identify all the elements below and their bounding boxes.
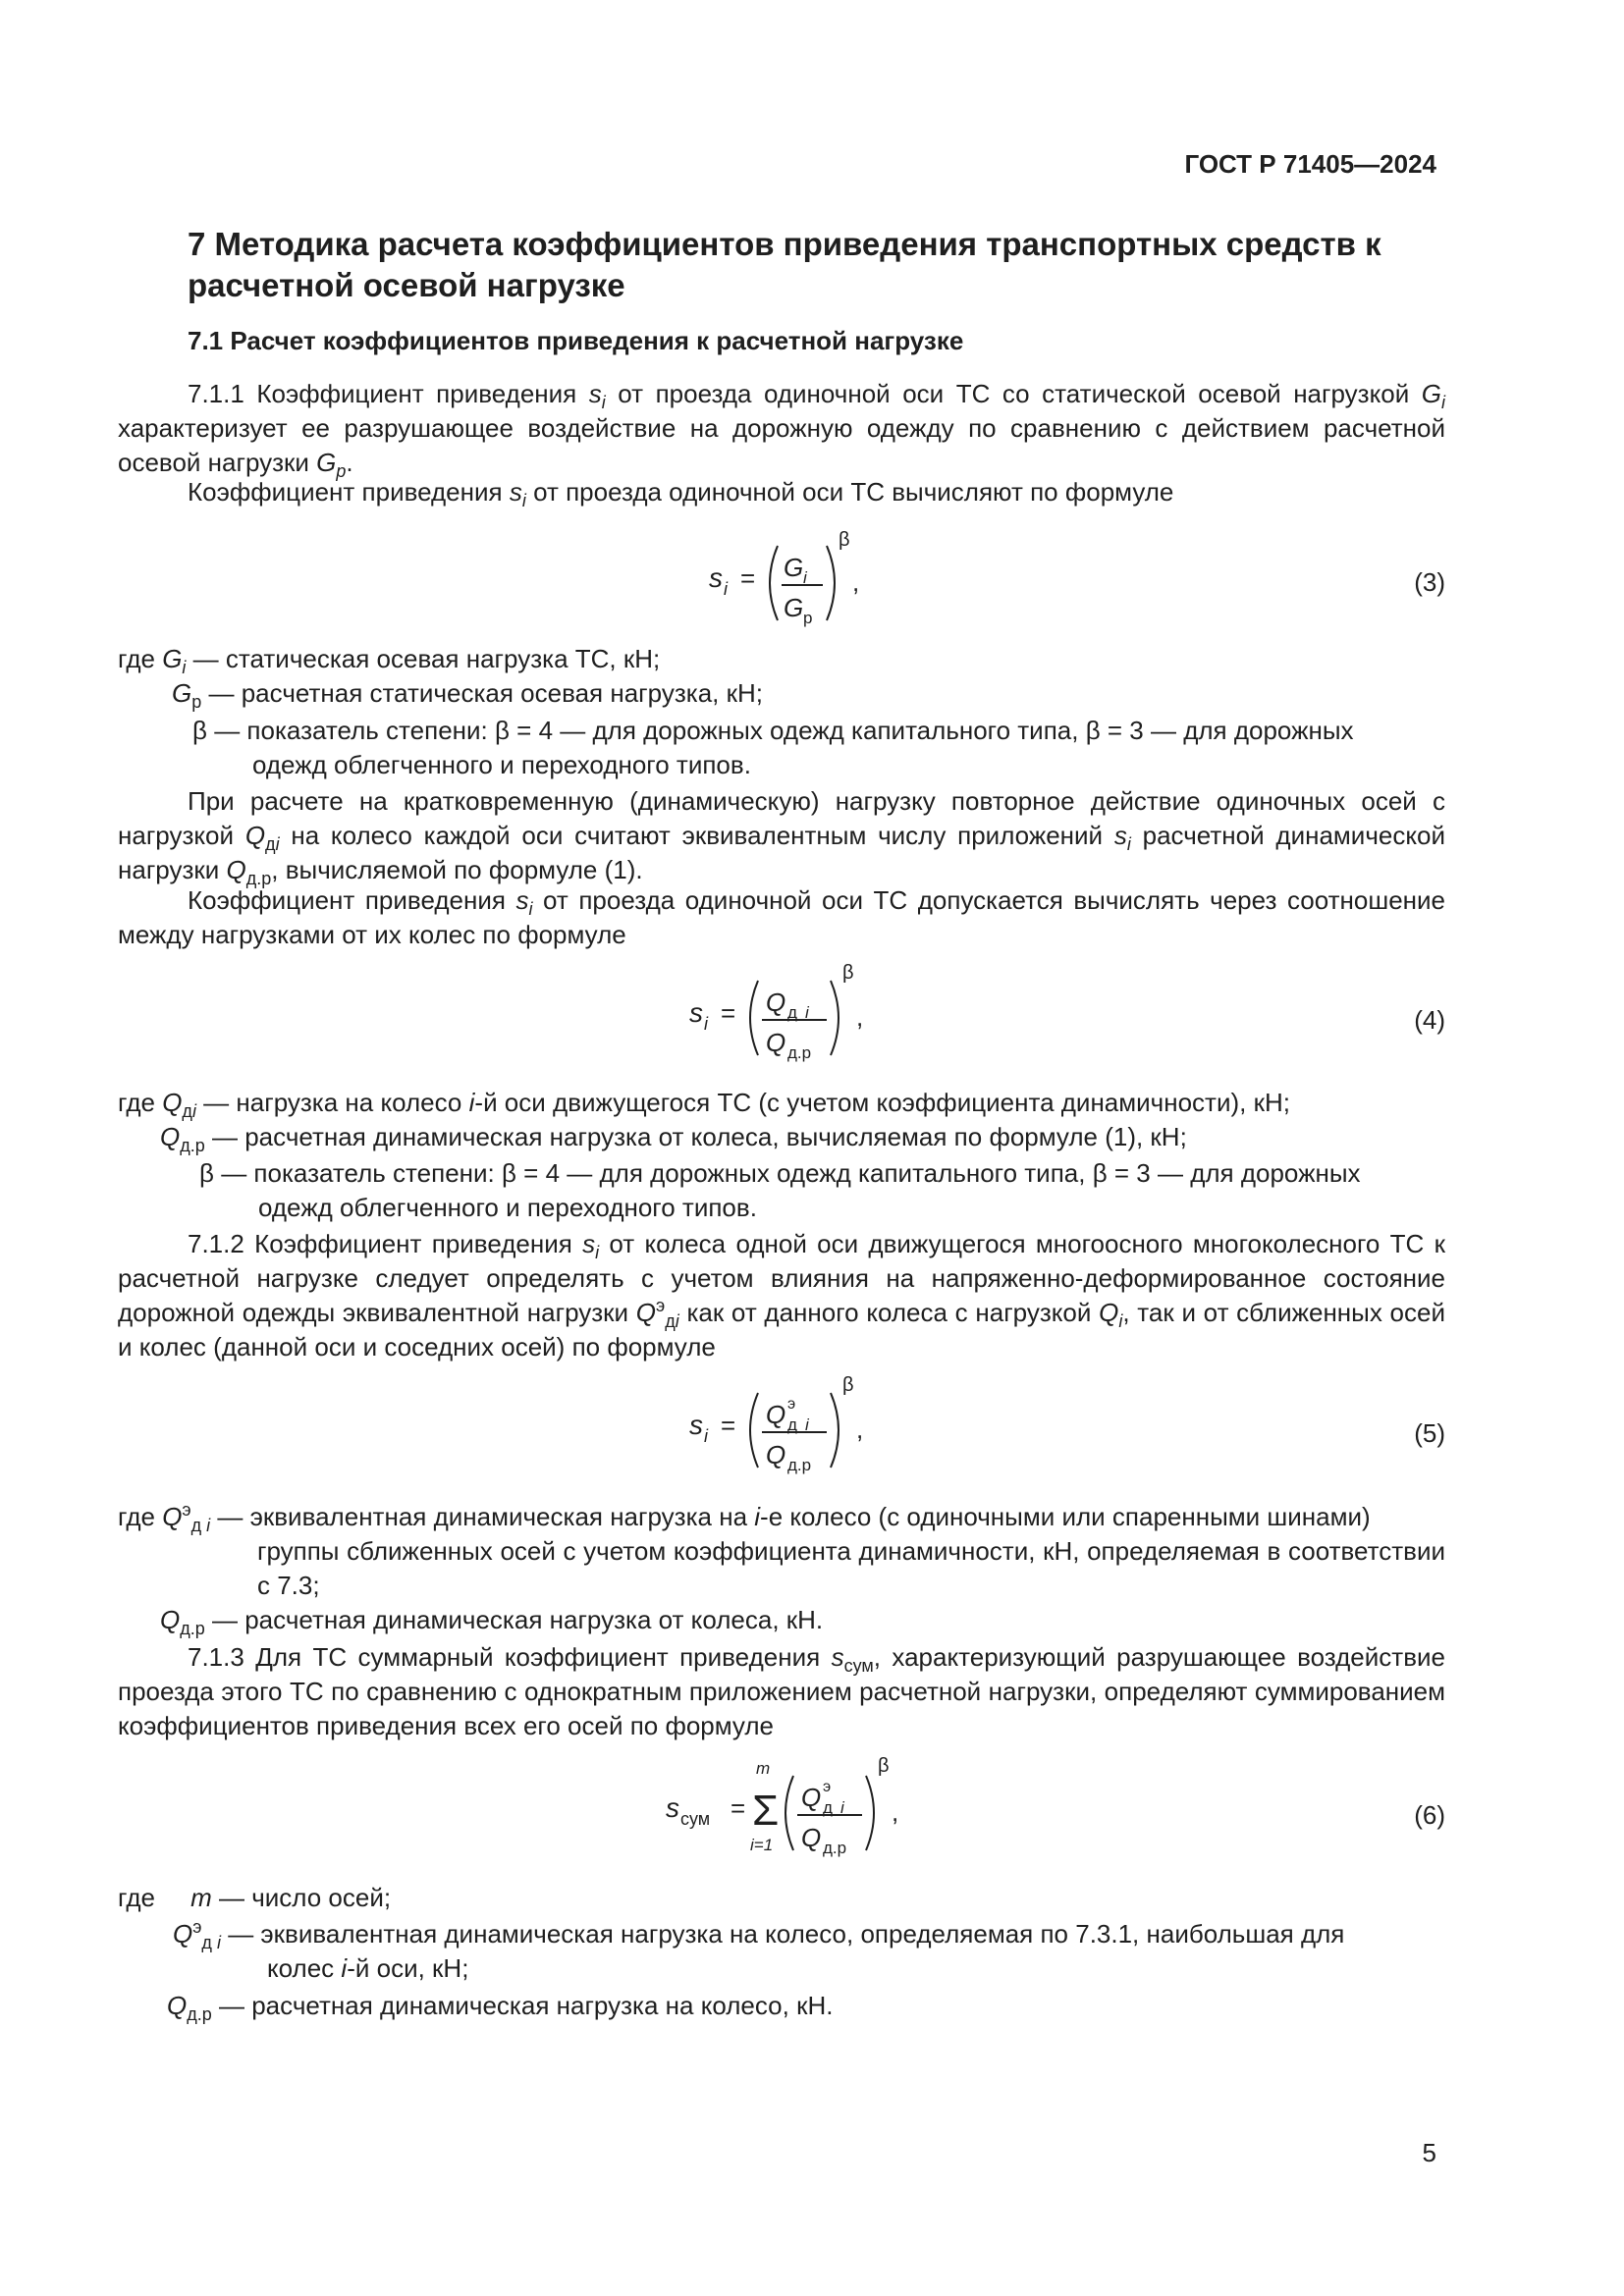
page-number: 5	[1422, 2138, 1436, 2167]
svg-text:,: ,	[856, 1415, 864, 1444]
svg-text:s: s	[689, 1410, 703, 1440]
svg-text:β: β	[878, 1755, 890, 1777]
svg-text:,: ,	[856, 1002, 864, 1032]
definition-qdp-wheel: $Q_{д.р}$ — расчетная динамическая нагрузка на колесо, кН.	[167, 1991, 834, 2024]
svg-text:i: i	[840, 1798, 844, 1817]
definition-qde-cont: группы сближенных осей с учетом коэффициента динамичности, кН, определяемая в соответствии с 7.3;	[257, 1536, 1445, 1600]
svg-text:G: G	[784, 553, 804, 582]
svg-text:i=1: i=1	[750, 1836, 774, 1854]
svg-text:=: =	[731, 1793, 746, 1823]
paragraph-7-1-1: 7.1.1 Коэффициент приведения $s_i$ от проезда одиночной оси ТС со статической осевой нагрузкой $G_i$ характеризует ее разрушающее воздействие на дорожную одежду по сравнению с действием расчетной осевой нагрузки $G_p$.	[118, 379, 1445, 481]
svg-text:Q: Q	[766, 1028, 786, 1057]
svg-text:i: i	[724, 579, 728, 599]
svg-text:s: s	[689, 997, 703, 1028]
subsection-title: 7.1 Расчет коэффициентов приведения к расчетной нагрузке	[188, 326, 964, 355]
definition-beta: β — показатель степени: β = 4 — для дорожных одежд капитального типа, β = 3 — для дорожных	[199, 1158, 1361, 1188]
svg-text:s: s	[666, 1792, 679, 1823]
svg-text:Q: Q	[801, 1783, 822, 1812]
definition-beta-cont: одежд облегченного и переходного типов.	[252, 750, 751, 779]
svg-text:сум: сум	[680, 1809, 711, 1829]
paragraph-7-1-3: 7.1.3 Для ТС суммарный коэффициент приведения $s_{сум}$, характеризующий разрушающее воздействие проезда этого ТС по сравнению с однократным приложением расчетной нагрузки, определяют суммированием коэффициентов приведения всех его осей по формуле	[118, 1642, 1445, 1740]
paragraph-formula-3-intro: Коэффициент приведения $s_i$ от проезда одиночной оси ТС вычисляют по формуле	[188, 477, 1174, 510]
where-label: где $Q_{дi}$ — нагрузка на колесо i-й оси движущегося ТС (с учетом коэффициента динамичности), кН;	[118, 1088, 1290, 1121]
svg-text:i: i	[704, 1014, 708, 1034]
standard-number: ГОСТ Р 71405—2024	[1184, 149, 1436, 179]
svg-text:β: β	[842, 962, 854, 984]
section-title: 7 Методика расчета коэффициентов приведения транспортных средств к расчетной осевой нагрузке	[188, 226, 1381, 303]
paragraph-7-1-2: 7.1.2 Коэффициент приведения $s_i$ от колеса одной оси движущегося многоосного многоколесного ТС к расчетной нагрузке следует определять с учетом влияния на напряженно-деформированное состояние дорожной одежды эквивалентной нагрузки $Q^э_{дi}$ как от данного колеса с нагрузкой $Q_i$, так и от сближенных осей и колес (данной оси и соседних осей) по формуле	[118, 1229, 1446, 1362]
definition-gp: $G_р$ — расчетная статическая осевая нагрузка, кН;	[172, 678, 763, 712]
formula-4	[677, 957, 903, 1075]
svg-text:Q: Q	[766, 1440, 786, 1469]
svg-text:Q: Q	[766, 1400, 786, 1429]
svg-text:i: i	[803, 568, 807, 587]
svg-text:д.р: д.р	[787, 1456, 812, 1474]
svg-text:=: =	[721, 1411, 736, 1440]
svg-text:i: i	[805, 1003, 809, 1022]
where-label: где $G_i$ — статическая осевая нагрузка ТС, кН;	[118, 644, 661, 677]
definition-beta-cont: одежд облегченного и переходного типов.	[258, 1193, 757, 1222]
definition-qdp: $Q_{д.р}$ — расчетная динамическая нагрузка от колеса, вычисляемая по формуле (1), кН;	[160, 1122, 1187, 1155]
definition-qde-max: $Q^э_{д i}$ — эквивалентная динамическая нагрузка на колесо, определяемая по 7.3.1, наибольшая для	[173, 1917, 1345, 1952]
paragraph-dynamic-load: При расчете на кратковременную (динамическую) нагрузку повторное действие одиночных осей с нагрузкой $Q_{дi}$ на колесо каждой оси считают эквивалентным числу приложений $s_i$ расчетной динамической нагрузки $Q_{д.р}$, вычисляемой по формуле (1).	[118, 786, 1445, 888]
equation-number-6: (6)	[1414, 1800, 1445, 1830]
where-label: где m — число осей;	[118, 1883, 392, 1912]
svg-text:э: э	[823, 1779, 832, 1795]
definition-qde-max-cont: колес i-й оси, кН;	[267, 1953, 469, 1983]
svg-text:i: i	[704, 1426, 708, 1446]
svg-text:,: ,	[852, 567, 860, 597]
formula-5	[677, 1369, 903, 1487]
paragraph-formula-4-intro: Коэффициент приведения $s_i$ от проезда одиночной оси ТС допускается вычислять через соотношение между нагрузками от их колес по формуле	[118, 885, 1445, 949]
svg-text:Σ: Σ	[752, 1787, 780, 1835]
definition-qdp: $Q_{д.р}$ — расчетная динамическая нагрузка от колеса, кН.	[160, 1605, 824, 1638]
svg-text:д.р: д.р	[823, 1839, 847, 1857]
svg-text:э: э	[787, 1396, 796, 1413]
svg-text:β: β	[839, 529, 850, 551]
svg-text:m: m	[756, 1759, 771, 1778]
svg-text:s: s	[709, 562, 723, 593]
formula-6	[658, 1742, 943, 1870]
svg-text:Q: Q	[766, 988, 786, 1017]
svg-text:=: =	[721, 998, 736, 1028]
definition-beta: β — показатель степени: β = 4 — для дорожных одежд капитального типа, β = 3 — для дорожных	[192, 716, 1354, 745]
svg-text:Q: Q	[801, 1823, 822, 1852]
where-label: где $Q^э_{д i}$ — эквивалентная динамическая нагрузка на i-е колесо (с одиночными или спаренными шинами)	[118, 1500, 1371, 1535]
svg-text:β: β	[842, 1374, 854, 1396]
svg-text:р: р	[803, 609, 813, 627]
svg-text:д: д	[787, 1003, 797, 1022]
formula-3	[697, 522, 893, 640]
svg-text:д: д	[823, 1798, 833, 1817]
svg-text:,: ,	[892, 1797, 899, 1827]
svg-text:G: G	[784, 593, 804, 622]
equation-number-3: (3)	[1414, 567, 1445, 597]
equation-number-4: (4)	[1414, 1005, 1445, 1035]
svg-text:д.р: д.р	[787, 1043, 812, 1062]
svg-text:i: i	[805, 1415, 809, 1434]
svg-text:д: д	[787, 1415, 797, 1434]
equation-number-5: (5)	[1414, 1418, 1445, 1448]
svg-text:=: =	[740, 563, 756, 593]
